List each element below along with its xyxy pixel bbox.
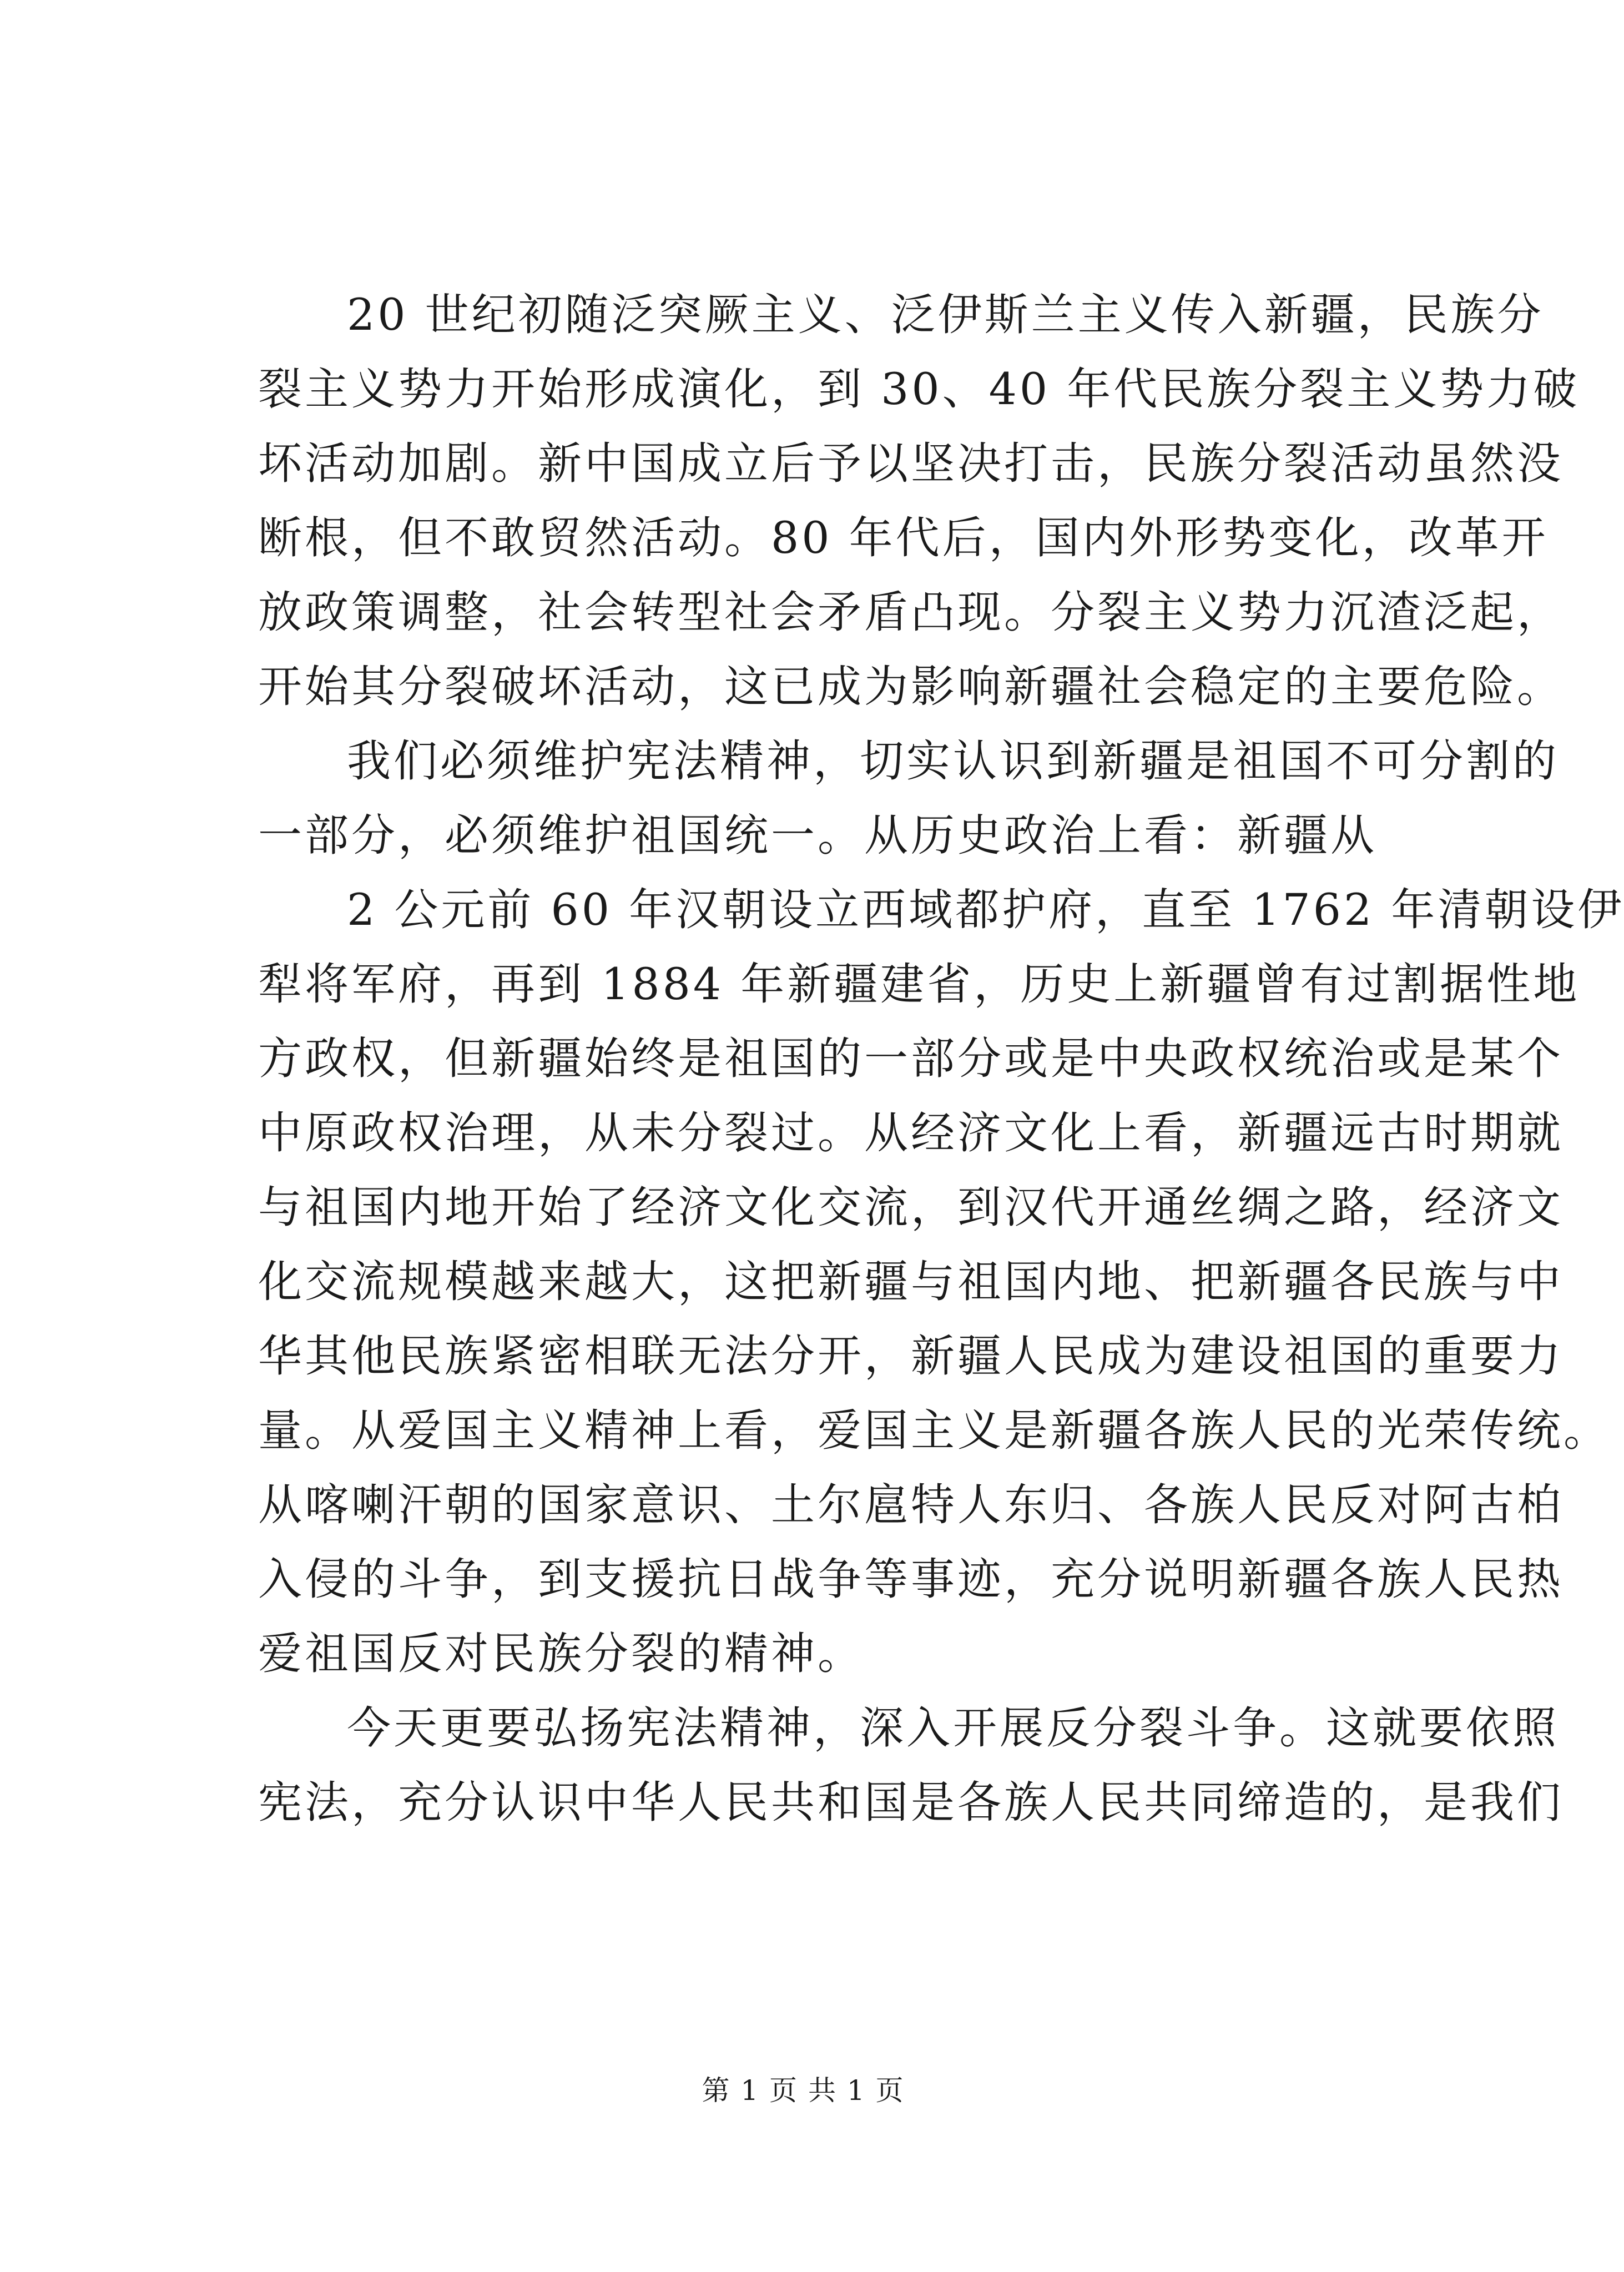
text-line: 裂主义势力开始形成演化，到 30、40 年代民族分裂主义势力破 [258,364,1580,415]
text-line: 断根，但不敢贸然活动。80 年代后，国内外形势变化，改革开 [258,512,1549,563]
text-line: 一部分，必须维护祖国统一。从历史政治上看：新疆从 [258,810,1377,861]
document-body [258,278,1624,1840]
text-line: 今天更要弘扬宪法精神，深入开展反分裂斗争。这就要依照 [347,1702,1559,1754]
text-line: 放政策调整，社会转型社会矛盾凸现。分裂主义势力沉渣泛起， [258,587,1564,638]
text-line: 坏活动加剧。新中国成立后予以坚决打击，民族分裂活动虽然没 [258,438,1564,489]
text-line: 2 公元前 60 年汉朝设立西域都护府，直至 1762 年清朝设伊 [347,884,1624,935]
text-line: 我们必须维护宪法精神，切实认识到新疆是祖国不可分割的 [347,735,1559,787]
text-line: 宪法，充分认识中华人民共和国是各族人民共同缔造的，是我们 [258,1777,1564,1828]
text-line: 华其他民族紧密相联无法分开，新疆人民成为建设祖国的重要力 [258,1331,1564,1382]
text-line: 20 世纪初随泛突厥主义、泛伊斯兰主义传入新疆，民族分 [347,289,1544,340]
text-line: 入侵的斗争，到支援抗日战争等事迹，充分说明新疆各族人民热 [258,1554,1564,1605]
text-line: 犁将军府，再到 1884 年新疆建省，历史上新疆曾有过割据性地 [258,959,1580,1010]
text-line: 化交流规模越来越大，这把新疆与祖国内地、把新疆各民族与中 [258,1256,1564,1307]
text-line: 中原政权治理，从未分裂过。从经济文化上看，新疆远古时期就 [258,1107,1564,1158]
text-line: 开始其分裂破坏活动，这已成为影响新疆社会稳定的主要危险。 [258,661,1564,712]
page-footer: 第 1 页 共 1 页 [702,2074,905,2107]
text-line: 量。从爱国主义精神上看，爱国主义是新疆各族人民的光荣传统。 [258,1405,1610,1456]
text-line: 爱祖国反对民族分裂的精神。 [258,1628,864,1679]
text-line: 方政权，但新疆始终是祖国的一部分或是中央政权统治或是某个 [258,1033,1564,1084]
text-line: 与祖国内地开始了经济文化交流，到汉代开通丝绸之路，经济文 [258,1182,1564,1233]
text-line: 从喀喇汗朝的国家意识、土尔扈特人东归、各族人民反对阿古柏 [258,1479,1564,1530]
